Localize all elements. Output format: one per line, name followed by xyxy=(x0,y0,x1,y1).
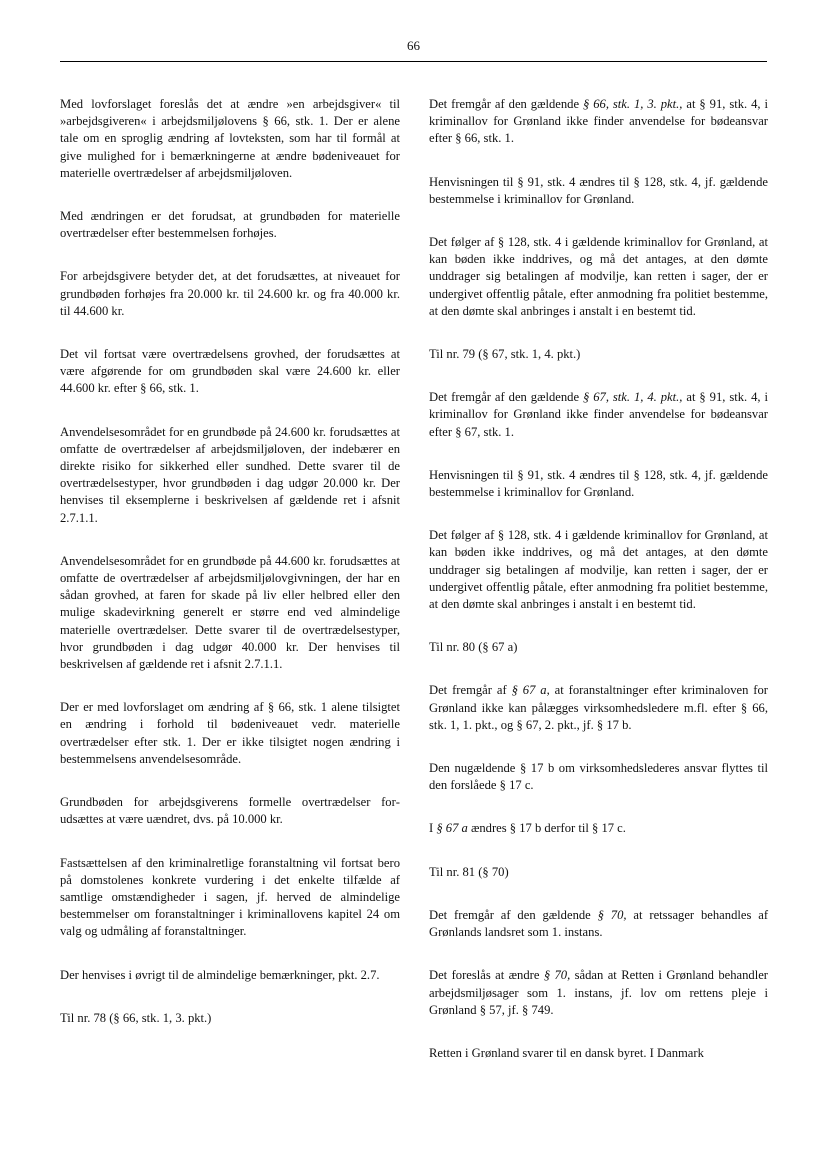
section-reference: § 67, stk. 1, 4. pkt., xyxy=(582,390,683,405)
paragraph: Anvendelsesområdet for en grundbøde på 24.600 kr. forudsættes at omfatte de overtrædelser af arbejdsmiljøloven, der indebærer en direkte risiko for sikkerhed eller sundhed. Dette svarer til de overtrædelsestyper, hvor grundbøden i dag udgør 20.000 kr. Der henvises til eksemplerne i beskrivelsen af gældende ret i afsnit 2.7.1.1. xyxy=(60,424,400,525)
paragraph: Grundbøden for arbejdsgiverens formelle overtrædelser forudsættes at være uændret, dvs. på 10.000 kr. xyxy=(60,795,400,827)
paragraph: Henvisningen til § 91, stk. 4 ændres til § 128, stk. 4, jf. gældende bestemmelse i kriminallov for Grønland. xyxy=(429,174,768,206)
paragraph: Retten i Grønland svarer til en dansk byret. I Danmark xyxy=(429,1045,704,1060)
paragraph-text: sådan at Retten i Grønland behandler arbejdsmiljøsager som 1. instans, jf. lov om rettens pleje i Grønland § 57, jf. § 749. xyxy=(429,968,768,1017)
header-rule xyxy=(60,61,767,62)
paragraph: Det følger af § 128, stk. 4 i gældende kriminallov for Grønland, at kan bøden ikke inddrives, og må det antages, at den dømte unddrager sig betalingen af modvilje, kan retten i sager, der er undergivet offentlig påtale, efter anmodning fra politiet bestemme, at den dømte skal anbringes i anstalt i en bestemt tid. xyxy=(429,235,768,318)
paragraph: Der er med lovforslaget om ændring af § 66, stk. 1 alene tilsigtet en ændring i forhold til bødeniveauet vedr. materielle overtrædelser efter stk. 1. Der er ikke tilsigtet nogen ændring i bestemmelsens anvendelsesområde. xyxy=(60,700,400,766)
paragraph xyxy=(429,907,768,941)
paragraph xyxy=(429,967,768,1019)
paragraph-text: Det fremgår af den gældende xyxy=(429,390,583,405)
section-reference: § 66, stk. 1, 3. pkt., xyxy=(582,97,683,111)
paragraph: Henvisningen til § 91, stk. 4 ændres til § 128, stk. 4, jf. gældende bestemmelse i kriminallov for Grønland. xyxy=(429,467,768,500)
paragraph-text: at § 91, stk. 4, i kriminallov for Grønland ikke finder anvendelse for bødeansvar efter § 66, stk. 1. xyxy=(429,97,768,146)
section-heading: Til nr. 80 (§ 67 a) xyxy=(429,640,518,655)
paragraph: Anvendelsesområdet for en grundbøde på 44.600 kr. forudsættes at omfatte de overtrædelser af arbejdsmiljølovgivningen, der har en sådan grovhed, at faren for skade på liv eller helbred eller den mulige skadevirkning generelt er større end ved almindelige materielle overtrædelser. Dette svarer til de overtrædelsestyper, hvor grundbøden i dag udgør 40.000 kr. Der henvises til beskrivelsen af gældende ret i afsnit 2.7.1.1. xyxy=(60,553,400,672)
paragraph: For arbejdsgivere betyder det, at det forudsættes, at niveauet for grundbøden forhøjes fra 20.000 kr. til 24.600 kr. og fra 40.000 kr. til 44.600 kr. xyxy=(60,269,400,318)
paragraph-text: Det fremgår af xyxy=(429,683,512,698)
paragraph: Med lovforslaget foreslås det at ændre »en arbejdsgiver« til »arbejdsgiveren« i arbejdsmiljølovens § 66, stk. 1. Der er alene tale om en sproglig ændring af lovteksten, som har til formål at give mulighed for i bemærkningerne at ændre bødeniveauet for materielle overtrædelser af arbejdsmiljøloven. xyxy=(60,97,400,180)
section-reference: § 70, xyxy=(543,968,571,983)
paragraph-text: at retssager behandles af Grønlands landsret som 1. instans. xyxy=(429,907,769,940)
paragraph xyxy=(429,820,768,837)
paragraph xyxy=(429,96,768,148)
paragraph-text: Det fremgår af den gældende xyxy=(429,907,598,922)
section-heading: Til nr. 79 (§ 67, stk. 1, 4. pkt.) xyxy=(429,347,581,362)
paragraph: Det følger af § 128, stk. 4 i gældende kriminallov for Grønland, at kan bøden ikke inddrives, og må det antages, at den dømte unddrager sig betalingen af modvilje, kan retten i sager, der er undergivet offentlig påtale, efter anmodning fra politiet bestemme, at den dømte skal anbringes i anstalt i en bestemt tid. xyxy=(429,528,768,612)
paragraph-text: Det fremgår af den gældende xyxy=(429,97,583,111)
section-reference: § 67 a, xyxy=(511,683,550,698)
paragraph xyxy=(429,389,768,441)
paragraph: Fastsættelsen af den kriminalretlige foranstaltning vil fortsat bero på domstolenes konkrete vurdering i det enkelte tilfælde af samtlige omstændigheder i sagen, jf. herved de almindelige bestemmelser om foranstaltninger i kriminallovens kapitel 24 om valg og udmåling af foranstaltninger. xyxy=(60,855,400,939)
section-reference: § 70, xyxy=(597,907,627,922)
left-column xyxy=(60,96,400,1053)
section-reference: § 67 a xyxy=(436,821,468,836)
paragraph-text: Det foreslås at ændre xyxy=(429,968,544,983)
paragraph-text: at § 91, stk. 4, i kriminallov for Grønland ikke finder anvendelse for bødeansvar efter § 67, stk. 1. xyxy=(429,390,768,439)
paragraph xyxy=(429,682,768,734)
paragraph: Med ændringen er det forudsat, at grundbøden for materielle overtrædelser efter bestemmelsen forhøjes. xyxy=(60,209,400,241)
paragraph: Det vil fortsat være overtrædelsens grovhed, der forudsættes at være afgørende for om grundbøden skal være 24.600 kr. eller 44.600 kr. efter § 66, stk. 1. xyxy=(60,347,400,396)
paragraph-text: I xyxy=(429,821,437,836)
right-column xyxy=(429,96,768,1088)
section-heading: Til nr. 78 (§ 66, stk. 1, 3. pkt.) xyxy=(60,1010,212,1025)
paragraph: Der henvises i øvrigt til de almindelige bemærkninger, pkt. 2.7. xyxy=(60,967,380,982)
page-number: 66 xyxy=(407,38,420,53)
section-heading: Til nr. 81 (§ 70) xyxy=(429,864,509,879)
paragraph-text: ændres § 17 b derfor til § 17 c. xyxy=(467,821,626,836)
paragraph: Den nugældende § 17 b om virksomhedslederes ansvar flyttes til den forslåede § 17 c. xyxy=(429,761,768,793)
paragraph-text: at foranstaltninger efter kriminaloven for Grønland ikke kan pålægges virksomhedsledere m.fl. efter § 66, stk. 1, 1. pkt., og § 67, 2. pkt., jf. § 17 b. xyxy=(429,683,768,732)
